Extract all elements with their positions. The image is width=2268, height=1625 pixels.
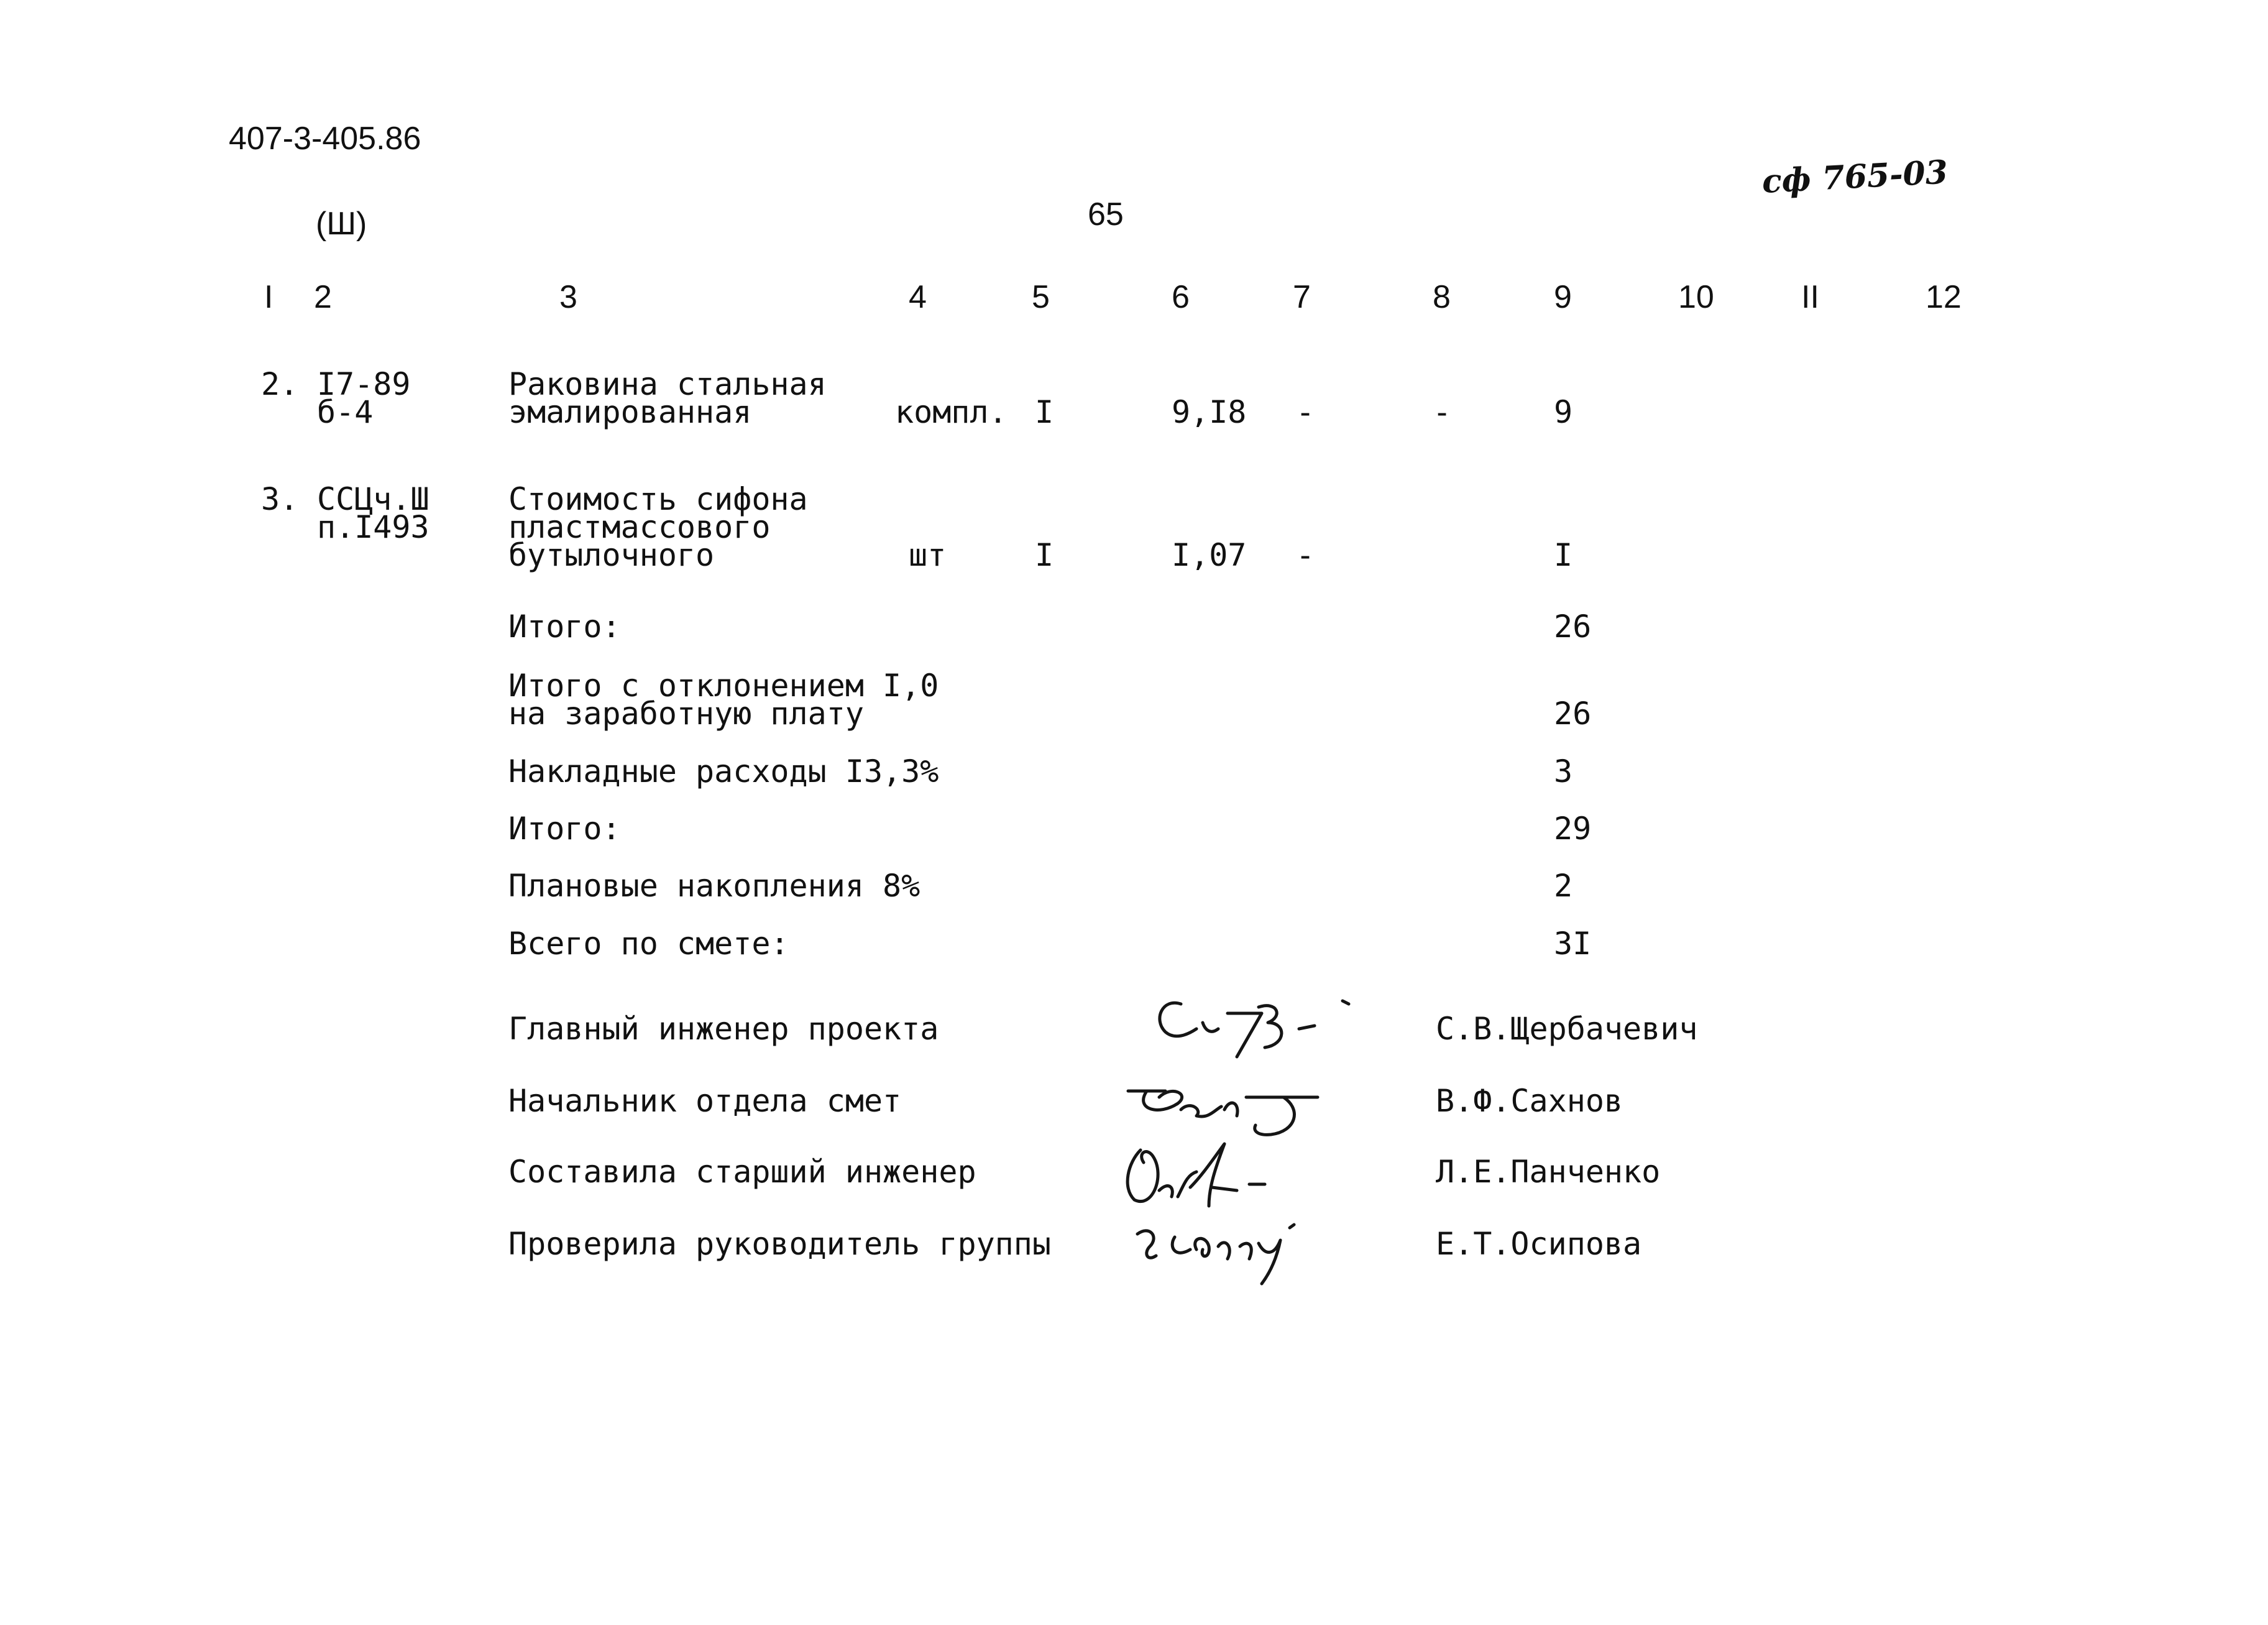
page-number: 65 [1088,196,1124,232]
item-name: Стоимость сифона [508,481,808,517]
signatory-name: В.Ф.Сахнов [1436,1083,1623,1119]
item-col7: - [1296,537,1315,573]
summary-value: 26 [1554,696,1592,732]
summary-label: Итого: [508,609,621,645]
signatory-name: Л.Е.Панченко [1436,1154,1661,1190]
item-number: 2. [261,366,299,402]
item-code: п.I493 [317,509,429,545]
col-header-7: 7 [1293,279,1311,315]
summary-label: на заработную плату [508,696,864,732]
signature-role: Начальник отдела смет [508,1083,902,1119]
signature-role: Проверила руководитель группы [508,1226,1051,1262]
handwritten-signature [1131,1212,1343,1287]
summary-label: Итого: [508,811,621,847]
handwritten-stamp: сф 765-03 [1761,153,1949,201]
item-code: б-4 [317,394,374,430]
summary-value: 3 [1554,753,1573,789]
item-col8: - [1433,394,1452,430]
item-name: Раковина стальная [508,366,827,402]
document-code: 407-3-405.86 [229,121,421,157]
col-header-9: 9 [1554,279,1572,315]
col-header-5: 5 [1032,279,1050,315]
handwritten-signature [1122,1072,1346,1141]
summary-label: Плановые накопления 8% [508,868,921,904]
col-header-2: 2 [314,279,332,315]
item-number: 3. [261,481,299,517]
col-header-11: II [1801,279,1819,315]
signature-role: Главный инженер проекта [508,1011,939,1047]
col-header-12: 12 [1926,279,1962,315]
item-quantity: I [1035,537,1054,573]
col-header-3: 3 [559,279,577,315]
summary-value: 2 [1554,868,1573,904]
item-name: бутылочного [508,537,715,573]
handwritten-signature [1144,985,1392,1066]
item-unit: компл. [895,394,1008,430]
signatory-name: С.В.Щербачевич [1436,1011,1698,1047]
item-code: ССЦч.Ш [317,481,429,517]
handwritten-signature [1116,1138,1302,1218]
item-unit: шт [909,537,947,573]
item-total: I [1554,537,1573,573]
col-header-6: 6 [1172,279,1190,315]
summary-value: 29 [1554,811,1592,847]
summary-value: 26 [1554,609,1592,645]
col-header-4: 4 [909,279,927,315]
summary-value: 3I [1554,926,1592,962]
summary-label: Всего по смете: [508,926,789,962]
col-header-1: I [264,279,273,315]
item-price: I,07 [1172,537,1247,573]
signature-role: Составила старший инженер [508,1154,976,1190]
item-code: I7-89 [317,366,411,402]
item-name: эмалированная [508,394,752,430]
summary-label: Накладные расходы I3,3% [508,753,939,789]
item-name: пластмассового [508,509,771,545]
col-header-10: 10 [1678,279,1714,315]
summary-label: Итого с отклонением I,0 [508,668,939,704]
col-header-8: 8 [1433,279,1451,315]
item-col7: - [1296,394,1315,430]
signatory-name: Е.Т.Осипова [1436,1226,1642,1262]
item-quantity: I [1035,394,1054,430]
section-mark: (Ш) [316,206,367,242]
item-price: 9,I8 [1172,394,1247,430]
item-total: 9 [1554,394,1573,430]
